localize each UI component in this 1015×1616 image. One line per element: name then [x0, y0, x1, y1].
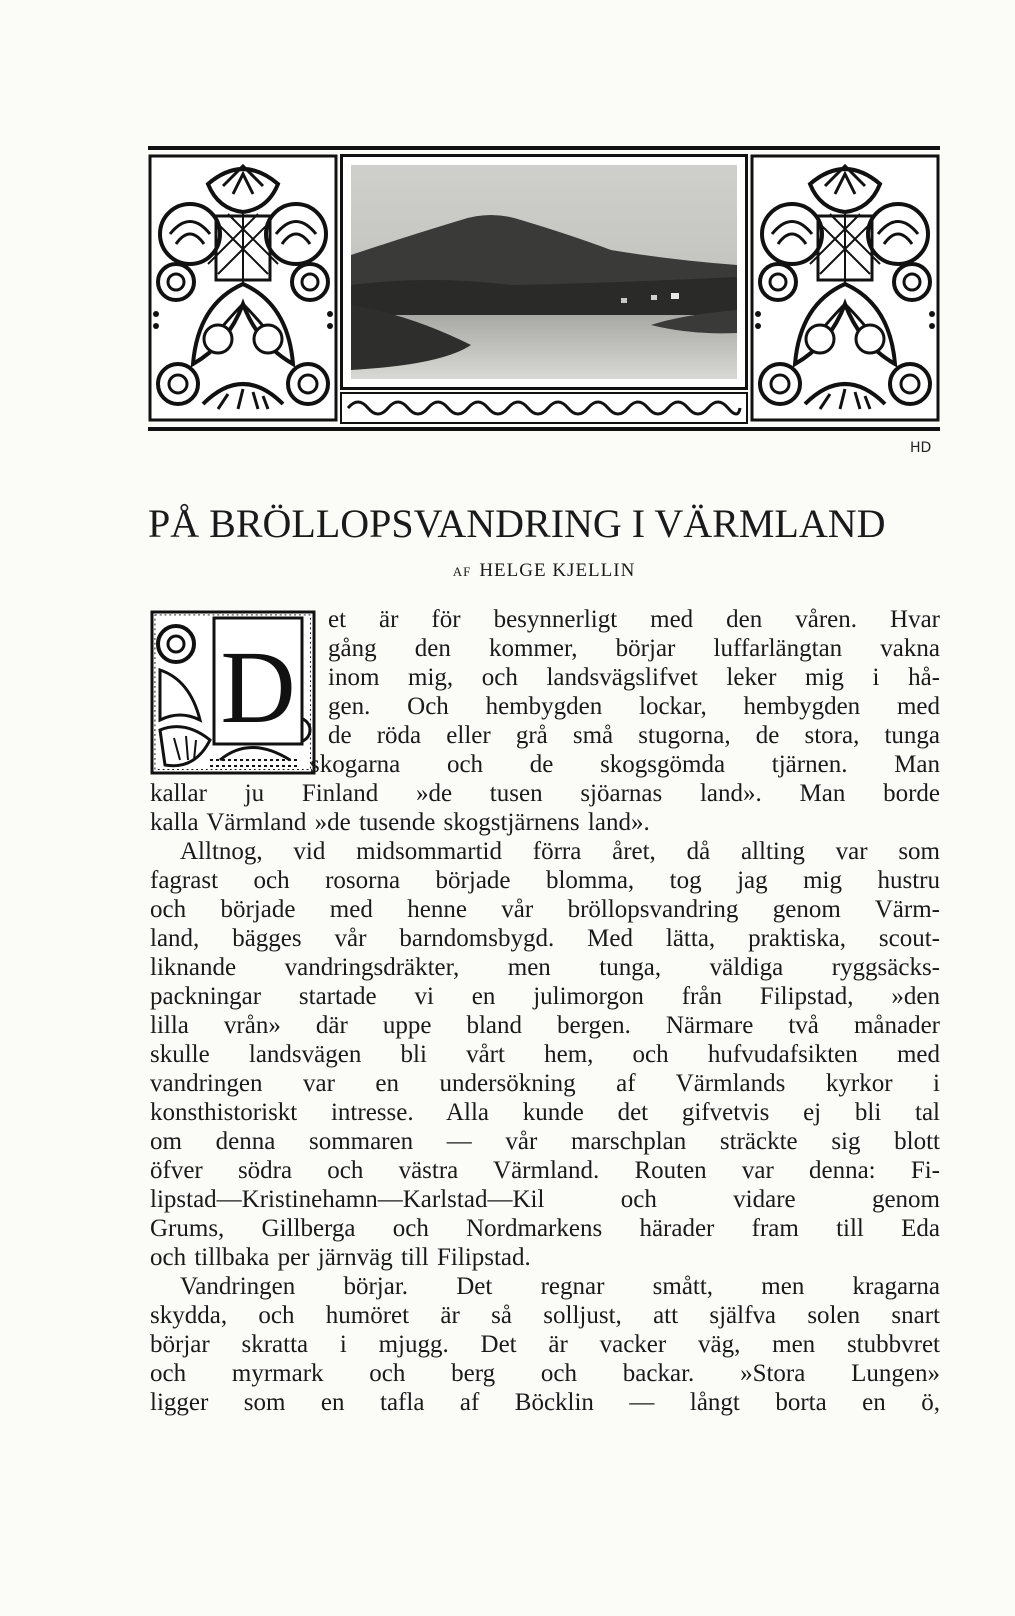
text-line: kalla Värmland »de tusende skogstjärnens land».	[150, 809, 650, 836]
text-line: liknande vandringsdräkter, men tunga, väldiga ryggsäcks-	[150, 954, 940, 981]
text-line: inom mig, och landsvägslifvet leker mig i hå-	[328, 664, 940, 691]
text-line: konsthistoriskt intresse. Alla kunde det gifvetvis ej bli tal	[150, 1099, 940, 1126]
text-line: Grums, Gillberga och Nordmarkens härader fram till Eda	[150, 1215, 940, 1242]
wave-border-strip	[340, 392, 748, 424]
top-rule	[148, 146, 940, 150]
text-line: gen. Och hembygden lockar, hembygden med	[328, 693, 940, 720]
article-title: PÅ BRÖLLOPSVANDRING I VÄRMLAND	[148, 501, 886, 546]
text-line: Vandringen börjar. Det regnar smått, men kragarna	[180, 1273, 940, 1300]
byline	[148, 560, 940, 582]
text-line: gång den kommer, börjar luffarlängtan vakna	[328, 635, 940, 662]
lake-landscape-photo	[351, 165, 737, 379]
text-line: och tillbaka per järnväg till Filipstad.	[150, 1244, 531, 1271]
text-line: öfver södra och västra Värmland. Routen var denna: Fi-	[150, 1157, 940, 1184]
photo-frame	[340, 154, 748, 390]
drop-cap-initial	[150, 610, 316, 775]
bottom-rule	[148, 427, 940, 431]
author-name: HELGE KJELLIN	[479, 560, 636, 581]
text-line: kallar ju Finland »de tusen sjöarnas land». Man borde	[150, 780, 940, 807]
text-line: lipstad—Kristinehamn—Karlstad—Kil och vidare genom	[150, 1186, 940, 1213]
left-floral-ornament	[148, 154, 338, 422]
text-line: skogarna och de skogsgömda tjärnen. Man	[310, 751, 940, 778]
text-line: ligger som en tafla af Böcklin — långt borta en ö,	[150, 1389, 940, 1416]
text-line: börjar skratta i mjugg. Det är vacker väg, men stubbvret	[150, 1331, 940, 1358]
text-line: packningar startade vi en julimorgon från Filipstad, »den	[150, 983, 940, 1010]
text-line: och myrmark och berg och backar. »Stora Lungen»	[150, 1360, 940, 1387]
text-line: et är för besynnerligt med den våren. Hvar	[328, 606, 940, 633]
right-floral-ornament	[750, 154, 940, 422]
text-line: och började med henne vår bröllopsvandring genom Värm-	[150, 896, 940, 923]
text-line: om denna sommaren — vår marschplan sträckte sig blott	[150, 1128, 940, 1155]
text-line: fagrast och rosorna började blomma, tog jag mig hustru	[150, 867, 940, 894]
text-line: Alltnog, vid midsommartid förra året, då allting var som	[180, 838, 940, 865]
text-line: skydda, och humöret är så solljust, att själfva solen snart	[150, 1302, 940, 1329]
text-line: land, bägges vår barndomsbygd. Med lätta, praktiska, scout-	[150, 925, 940, 952]
text-line: de röda eller grå små stugorna, de stora, tunga	[328, 722, 940, 749]
drop-cap-letter: D	[220, 630, 296, 745]
byline-prefix: AF	[452, 564, 472, 579]
header-ornament-band	[148, 146, 940, 432]
text-line: skulle landsvägen bli vårt hem, och hufvudafsikten med	[150, 1041, 940, 1068]
artist-monogram: HD	[910, 440, 932, 456]
text-line: vandringen var en undersökning af Värmlands kyrkor i	[150, 1070, 940, 1097]
text-line: lilla vrån» där uppe bland bergen. Närmare två månader	[150, 1012, 940, 1039]
